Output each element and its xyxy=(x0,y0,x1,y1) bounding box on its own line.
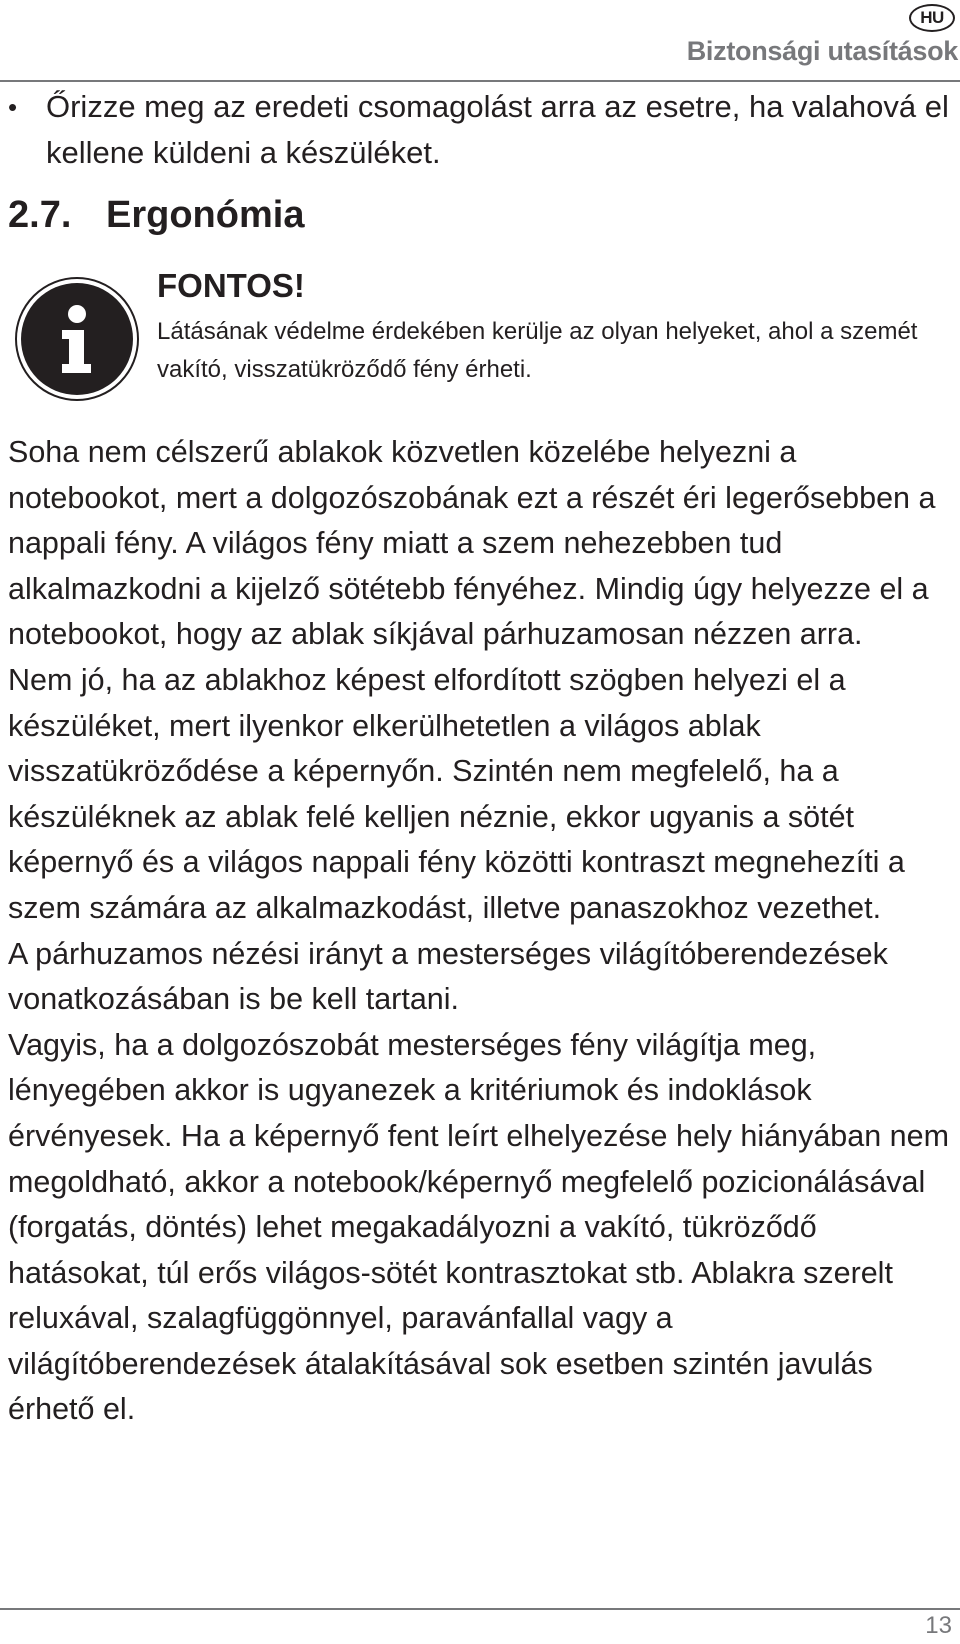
header-divider xyxy=(0,80,960,82)
footer-divider xyxy=(0,1608,960,1610)
paragraph: Nem jó, ha az ablakhoz képest elfordított szögben helyezi el a készüléket, mert ilyenkor elkerülhetetlen a világos ablak visszatükröződése a képernyőn. Szintén nem megfelelő, ha a készüléknek az ablak felé kelljen néznie, ekkor ugyanis a sötét képernyő és a világos nappali fény közötti kontraszt megnehezíti a szem számára az alkalmazkodást, illetve panaszokhoz vezethet. xyxy=(8,662,905,925)
page-number: 13 xyxy=(925,1612,952,1639)
language-badge: HU xyxy=(909,4,955,32)
notice-title: FONTOS! xyxy=(157,267,305,304)
body-text xyxy=(8,430,953,1433)
notice-text: Látásának védelme érdekében kerülje az olyan helyeket, ahol a szemét vakító, visszatükröződő fény érheti. xyxy=(157,318,918,383)
bullet-marker: • xyxy=(8,92,18,122)
section-title: Ergonómia xyxy=(106,194,305,236)
section-heading xyxy=(8,192,304,238)
paragraph: A párhuzamos nézési irányt a mesterséges világítóberendezések vonatkozásában is be kell tartani. xyxy=(8,936,888,1017)
bullet-text: Őrizze meg az eredeti csomagolást arra az esetre, ha valahová el kellene küldeni a készüléket. xyxy=(46,89,949,170)
section-number: 2.7. xyxy=(8,194,72,236)
paragraph: Vagyis, ha a dolgozószobát mesterséges fény világítja meg, lényegében akkor is ugyanezek a kritériumok és indoklások érvényesek. Ha a képernyő fent leírt elhelyezése hely hiányában nem megoldható, akkor a notebook/képernyő megfelelő pozicionálásával (forgatás, döntés) lehet megakadályozni a vakító, tükröződő hatásokat, túl erős világos-sötét kontrasztokat stb. Ablakra szerelt reluxával, szalagfüggönnyel, paravánfallal vagy a világítóberendezések átalakításával sok esetben szintén javulás érhető el. xyxy=(8,1027,949,1427)
bullet-item xyxy=(8,84,953,176)
paragraph: Soha nem célszerű ablakok közvetlen közelébe helyezni a notebookot, mert a dolgozószobának ezt a részét éri legerősebben a nappali fény. A világos fény miatt a szem nehezebben tud alkalmazkodni a kijelző sötétebb fényéhez. Mindig úgy helyezze el a notebookot, hogy az ablak síkjával párhuzamosan nézzen arra. xyxy=(8,435,936,652)
info-icon xyxy=(14,276,140,402)
section-header-title: Biztonsági utasítások xyxy=(686,36,958,66)
